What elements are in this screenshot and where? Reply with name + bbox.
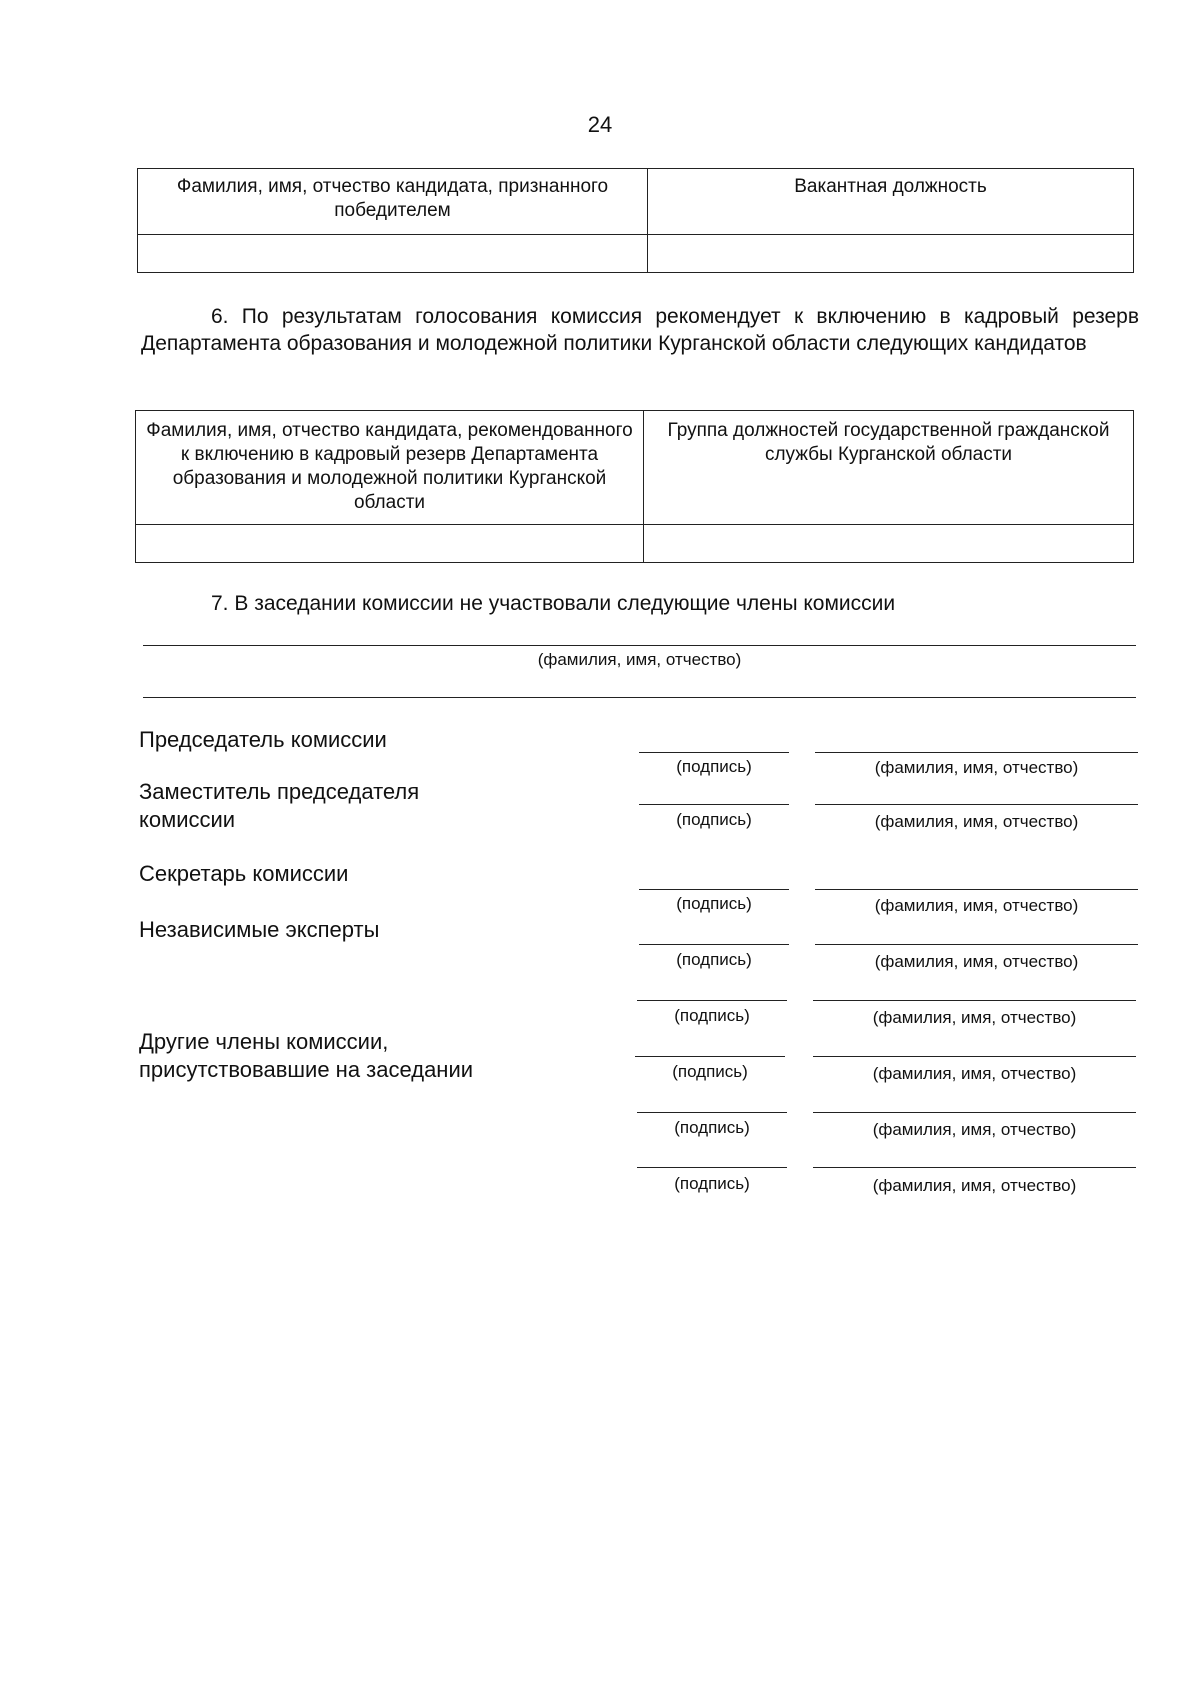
winner-table [137, 168, 1134, 273]
section-6-text: 6. По результатам голосования комиссия рекомендует к включению в кадровый резерв Департамента образования и молодежной политики Курганской области следующих кандидатов [141, 305, 1139, 355]
name-caption: (фамилия, имя, отчество) [872, 1008, 1077, 1027]
signature-caption: (подпись) [676, 810, 752, 829]
name-line[interactable] [813, 1167, 1136, 1168]
name-caption: (фамилия, имя, отчество) [874, 896, 1079, 915]
signature-caption: (подпись) [676, 894, 752, 913]
name-caption: (фамилия, имя, отчество) [874, 812, 1079, 831]
secretary-label: Секретарь комиссии [139, 861, 349, 886]
name-line[interactable] [815, 889, 1138, 890]
name-line[interactable] [813, 1000, 1136, 1001]
signature-line[interactable] [637, 1000, 787, 1001]
winner-name-header: Фамилия, имя, отчество кандидата, признанного победителем [138, 169, 648, 235]
signature-caption: (подпись) [676, 757, 752, 776]
absent-members-caption: (фамилия, имя, отчество) [537, 650, 742, 669]
signature-line[interactable] [639, 804, 789, 805]
independent-experts-label: Независимые эксперты [139, 917, 380, 942]
name-caption: (фамилия, имя, отчество) [874, 952, 1079, 971]
section-7-text: 7. В заседании комиссии не участвовали следующие члены комиссии [211, 592, 896, 615]
absent-members-line-2[interactable] [143, 697, 1136, 698]
chairman-label: Председатель комиссии [139, 727, 387, 752]
signature-line[interactable] [635, 1056, 785, 1057]
reserve-candidate-cell[interactable] [136, 525, 644, 563]
signature-caption: (подпись) [674, 1006, 750, 1025]
absent-members-line[interactable] [143, 645, 1136, 646]
signature-line[interactable] [639, 944, 789, 945]
signature-caption: (подпись) [674, 1174, 750, 1193]
deputy-chairman-label: Заместитель председателя комиссии [139, 779, 420, 832]
name-caption: (фамилия, имя, отчество) [872, 1120, 1077, 1139]
name-line[interactable] [815, 804, 1138, 805]
signature-line[interactable] [639, 889, 789, 890]
signature-line[interactable] [639, 752, 789, 753]
position-group-cell[interactable] [644, 525, 1134, 563]
reserve-candidate-header: Фамилия, имя, отчество кандидата, рекомендованного к включению в кадровый резерв Департамента образования и молодежной политики Курганской области [136, 411, 644, 525]
reserve-table [135, 410, 1134, 563]
vacant-position-cell[interactable] [648, 235, 1134, 273]
position-group-header: Группа должностей государственной гражданской службы Курганской области [644, 411, 1134, 525]
name-line[interactable] [815, 752, 1138, 753]
name-line[interactable] [813, 1112, 1136, 1113]
name-caption: (фамилия, имя, отчество) [874, 758, 1079, 777]
signature-caption: (подпись) [674, 1118, 750, 1137]
signature-line[interactable] [637, 1167, 787, 1168]
name-caption: (фамилия, имя, отчество) [872, 1064, 1077, 1083]
winner-name-cell[interactable] [138, 235, 648, 273]
signature-line[interactable] [637, 1112, 787, 1113]
vacant-position-header: Вакантная должность [648, 169, 1134, 235]
name-caption: (фамилия, имя, отчество) [872, 1176, 1077, 1195]
other-members-label: Другие члены комиссии, присутствовавшие на заседании [139, 1029, 474, 1082]
page-number: 24 [587, 112, 613, 137]
name-line[interactable] [813, 1056, 1136, 1057]
signature-caption: (подпись) [676, 950, 752, 969]
signature-caption: (подпись) [672, 1062, 748, 1081]
name-line[interactable] [815, 944, 1138, 945]
